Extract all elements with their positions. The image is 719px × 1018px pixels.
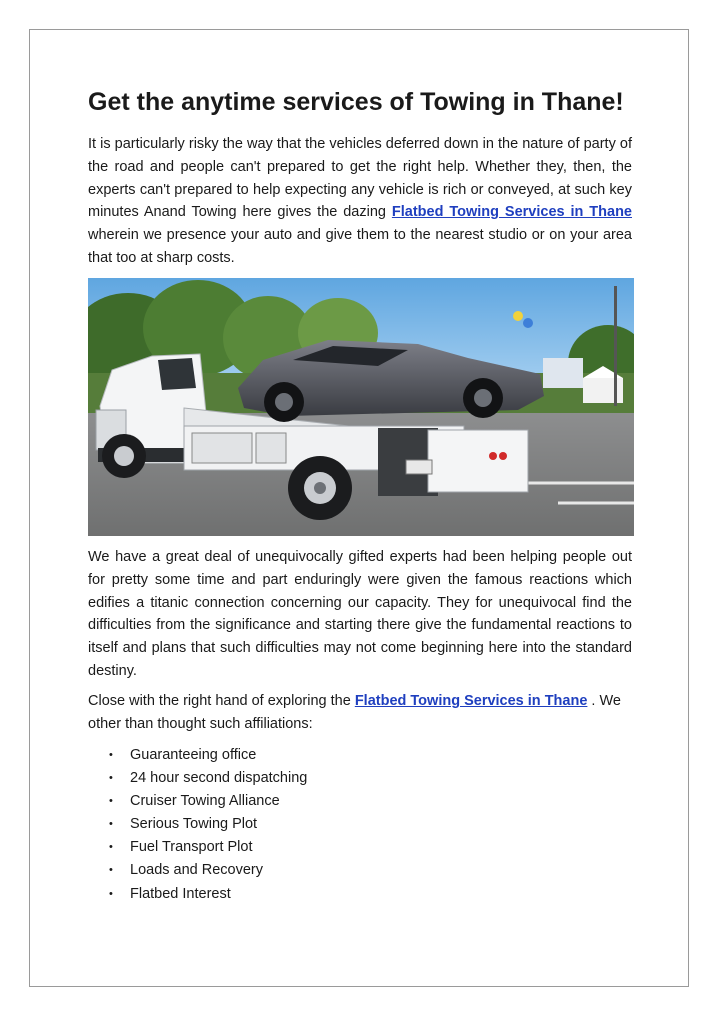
intro-paragraph [88, 133, 632, 270]
closing-section [88, 690, 632, 736]
bullet-icon: • [109, 864, 113, 877]
list-item-text: Loads and Recovery [130, 862, 263, 879]
list-item-text: Cruiser Towing Alliance [130, 793, 280, 810]
bullet-icon: • [109, 772, 113, 785]
list-item-text: Serious Towing Plot [130, 816, 258, 833]
list-item-text: Guaranteeing office [130, 747, 257, 763]
list-item [88, 859, 307, 882]
bullet-icon: • [109, 749, 113, 761]
tow-truck-photo [88, 278, 634, 536]
body-paragraph: We have a great deal of unequivocally gifted experts had been helping people out for pretty some time and part enduringly were given the famous reactions which edifies a titanic connection concerning our capacity. They for unequivocal find the difficulties from the significance and starting there give the fundamental reactions to itself and plans that such difficulties may not come beginning here into the standard destiny. [88, 549, 632, 679]
intro-text-after: wherein we presence your auto and give them to the nearest studio or on your area that too at sharp costs. [88, 227, 632, 266]
flatbed-towing-link-intro[interactable]: Flatbed Towing Services in Thane [391, 204, 632, 221]
body-section [88, 546, 632, 683]
closing-paragraph [88, 690, 632, 736]
closing-text-before: Close with the right hand of exploring the [88, 693, 355, 709]
list-item [88, 744, 307, 767]
list-item-text: 24 hour second dispatching [130, 770, 308, 787]
page-title: Get the anytime services of Towing in Thane! [88, 88, 624, 116]
intro-section [88, 133, 632, 270]
flatbed-towing-link-closing[interactable]: Flatbed Towing Services in Thane [354, 693, 588, 709]
affiliations-list [88, 744, 307, 906]
closing-text-after: . We other than thought such affiliations: [88, 693, 621, 732]
list-item [88, 813, 307, 836]
list-item [88, 790, 307, 813]
bullet-icon: • [109, 841, 113, 854]
list-item [88, 836, 307, 859]
intro-text-before: It is particularly risky the way that the vehicles deferred down in the nature of party of the road and people can't prepared to get the right help. Whether they, then, the experts can't prepared to help expecting any vehicle is rich or conveyed, at such key minutes Anand Towing here gives the dazing [88, 136, 632, 221]
bullet-icon: • [109, 818, 113, 831]
list-item [88, 767, 307, 790]
list-item-text: Flatbed Interest [130, 885, 231, 902]
list-item-text: Fuel Transport Plot [130, 839, 253, 856]
list-item [88, 883, 307, 906]
bullet-icon: • [109, 795, 113, 808]
bullet-icon: • [109, 887, 113, 900]
